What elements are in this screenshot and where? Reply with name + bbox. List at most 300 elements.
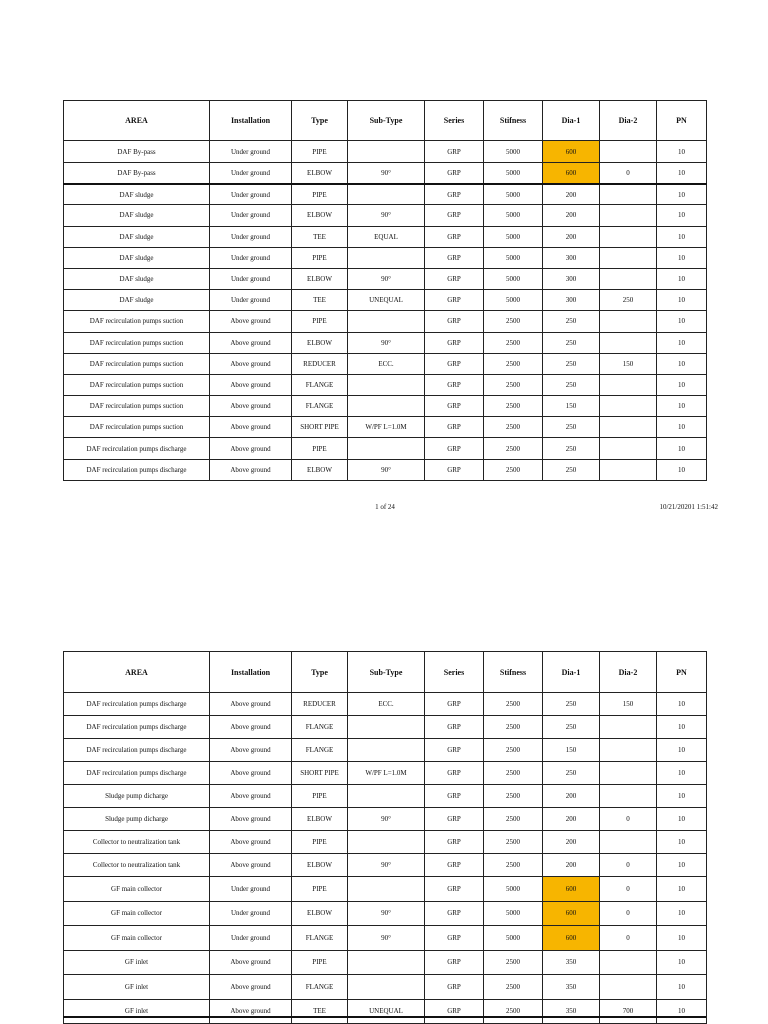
pn-cell: 10 [657,290,707,311]
installation-cell: Under ground [210,226,292,247]
subtype-cell: UNEQUAL [348,290,425,311]
installation-cell: Above ground [210,438,292,459]
dia2-cell [600,762,657,785]
area-cell: DAF recirculation pumps suction [64,417,210,438]
dia2-cell: 700 [600,999,657,1024]
series-cell: GRP [425,268,484,289]
type-cell: PIPE [292,785,348,808]
subtype-cell: 90° [348,205,425,226]
stiffness-cell: 2500 [484,808,543,831]
dia2-cell: 150 [600,353,657,374]
type-cell: SHORT PIPE [292,417,348,438]
column-header-series: Series [425,101,484,141]
type-cell: PIPE [292,831,348,854]
dia2-cell [600,438,657,459]
column-header-stiffness: Stifness [484,101,543,141]
stiffness-cell: 2500 [484,693,543,716]
stiffness-cell: 5000 [484,901,543,926]
area-cell: DAF sludge [64,290,210,311]
table-row [64,396,707,417]
column-header-area: AREA [64,101,210,141]
dia1-cell: 250 [543,762,600,785]
table-row [64,950,707,975]
table-row [64,716,707,739]
type-cell: TEE [292,999,348,1024]
stiffness-cell: 5000 [484,268,543,289]
dia1-cell: 250 [543,353,600,374]
dia1-cell: 250 [543,459,600,480]
table-row [64,290,707,311]
column-header-stiffness: Stifness [484,652,543,693]
subtype-cell: 90° [348,268,425,289]
dia1-cell: 600 [543,141,600,163]
column-header-installation: Installation [210,101,292,141]
subtype-cell [348,831,425,854]
dia1-cell: 300 [543,247,600,268]
type-cell: ELBOW [292,268,348,289]
stiffness-cell: 5000 [484,141,543,163]
area-cell: GF main collector [64,926,210,951]
subtype-cell [348,877,425,902]
pipe-schedule-table-page-2 [63,651,707,1024]
pn-cell: 10 [657,831,707,854]
type-cell: REDUCER [292,693,348,716]
dia1-cell: 250 [543,438,600,459]
area-cell: GF inlet [64,975,210,1000]
subtype-cell: W/PF L=1.0M [348,762,425,785]
area-cell: DAF recirculation pumps suction [64,311,210,332]
series-cell: GRP [425,247,484,268]
stiffness-cell: 2500 [484,332,543,353]
series-cell: GRP [425,739,484,762]
pn-cell: 10 [657,808,707,831]
type-cell: ELBOW [292,901,348,926]
series-cell: GRP [425,716,484,739]
dia2-cell [600,950,657,975]
stiffness-cell: 2500 [484,396,543,417]
dia1-cell: 600 [543,926,600,951]
column-header-pn: PN [657,101,707,141]
table-row [64,831,707,854]
subtype-cell [348,975,425,1000]
stiffness-cell: 5000 [484,247,543,268]
installation-cell: Above ground [210,459,292,480]
column-header-dia1: Dia-1 [543,652,600,693]
pn-cell: 10 [657,374,707,395]
dia2-cell [600,141,657,163]
dia1-cell: 600 [543,877,600,902]
installation-cell: Above ground [210,374,292,395]
subtype-cell [348,396,425,417]
area-cell: DAF recirculation pumps suction [64,374,210,395]
page-number: 1 of 24 [375,503,395,511]
dia2-cell [600,226,657,247]
pn-cell: 10 [657,247,707,268]
series-cell: GRP [425,163,484,184]
series-cell: GRP [425,808,484,831]
pn-cell: 10 [657,716,707,739]
subtype-cell: 90° [348,163,425,184]
type-cell: FLANGE [292,926,348,951]
dia2-cell [600,268,657,289]
area-cell: DAF sludge [64,268,210,289]
dia1-cell: 250 [543,374,600,395]
subtype-cell [348,184,425,205]
type-cell: TEE [292,290,348,311]
dia2-cell [600,184,657,205]
dia2-cell: 0 [600,854,657,877]
pn-cell: 10 [657,438,707,459]
dia1-cell: 150 [543,396,600,417]
table-row [64,184,707,205]
subtype-cell [348,950,425,975]
installation-cell: Above ground [210,831,292,854]
series-cell: GRP [425,226,484,247]
pn-cell: 10 [657,163,707,184]
stiffness-cell: 2500 [484,353,543,374]
subtype-cell [348,739,425,762]
column-header-type: Type [292,101,348,141]
stiffness-cell: 2500 [484,975,543,1000]
column-header-type: Type [292,652,348,693]
type-cell: ELBOW [292,854,348,877]
area-cell: GF main collector [64,901,210,926]
subtype-cell: 90° [348,332,425,353]
pn-cell: 10 [657,926,707,951]
column-header-subtype: Sub-Type [348,101,425,141]
series-cell: GRP [425,831,484,854]
installation-cell: Above ground [210,396,292,417]
dia2-cell [600,205,657,226]
subtype-cell [348,141,425,163]
table-row [64,374,707,395]
stiffness-cell: 2500 [484,854,543,877]
dia1-cell: 200 [543,831,600,854]
dia2-cell [600,417,657,438]
pn-cell: 10 [657,141,707,163]
type-cell: TEE [292,226,348,247]
pn-cell: 10 [657,877,707,902]
dia2-cell: 0 [600,877,657,902]
series-cell: GRP [425,353,484,374]
installation-cell: Above ground [210,950,292,975]
installation-cell: Above ground [210,716,292,739]
stiffness-cell: 2500 [484,999,543,1024]
subtype-cell: ECC. [348,353,425,374]
dia2-cell: 0 [600,901,657,926]
table-row [64,268,707,289]
dia1-cell: 200 [543,785,600,808]
pn-cell: 10 [657,785,707,808]
installation-cell: Above ground [210,808,292,831]
column-header-dia2: Dia-2 [600,101,657,141]
type-cell: PIPE [292,950,348,975]
stiffness-cell: 2500 [484,417,543,438]
series-cell: GRP [425,184,484,205]
installation-cell: Above ground [210,762,292,785]
dia1-cell: 350 [543,950,600,975]
type-cell: ELBOW [292,163,348,184]
series-cell: GRP [425,205,484,226]
area-cell: DAF recirculation pumps discharge [64,739,210,762]
installation-cell: Under ground [210,901,292,926]
area-cell: DAF sludge [64,247,210,268]
table-row [64,332,707,353]
pn-cell: 10 [657,999,707,1024]
area-cell: GF main collector [64,877,210,902]
dia2-cell: 250 [600,290,657,311]
subtype-cell [348,438,425,459]
table-row [64,311,707,332]
dia1-cell: 600 [543,163,600,184]
pn-cell: 10 [657,184,707,205]
subtype-cell: 90° [348,854,425,877]
subtype-cell [348,311,425,332]
stiffness-cell: 2500 [484,831,543,854]
dia2-cell [600,247,657,268]
area-cell: Sludge pump dicharge [64,808,210,831]
stiffness-cell: 5000 [484,926,543,951]
dia1-cell: 200 [543,205,600,226]
area-cell: Sludge pump dicharge [64,785,210,808]
dia1-cell: 200 [543,808,600,831]
series-cell: GRP [425,877,484,902]
installation-cell: Under ground [210,290,292,311]
dia2-cell: 0 [600,808,657,831]
table-row [64,877,707,902]
column-header-subtype: Sub-Type [348,652,425,693]
subtype-cell: 90° [348,808,425,831]
installation-cell: Above ground [210,311,292,332]
type-cell: PIPE [292,877,348,902]
area-cell: DAF recirculation pumps discharge [64,716,210,739]
table-header-row [64,101,707,141]
subtype-cell: 90° [348,459,425,480]
area-cell: DAF recirculation pumps discharge [64,438,210,459]
dia1-cell: 300 [543,268,600,289]
installation-cell: Above ground [210,353,292,374]
series-cell: GRP [425,311,484,332]
subtype-cell: 90° [348,901,425,926]
stiffness-cell: 2500 [484,739,543,762]
type-cell: FLANGE [292,739,348,762]
pn-cell: 10 [657,459,707,480]
area-cell: DAF sludge [64,226,210,247]
series-cell: GRP [425,693,484,716]
series-cell: GRP [425,459,484,480]
installation-cell: Above ground [210,417,292,438]
stiffness-cell: 2500 [484,374,543,395]
table-row [64,438,707,459]
dia2-cell [600,975,657,1000]
dia1-cell: 250 [543,417,600,438]
table-row [64,141,707,163]
installation-cell: Above ground [210,975,292,1000]
series-cell: GRP [425,785,484,808]
dia1-cell: 200 [543,184,600,205]
table-row [64,975,707,1000]
type-cell: FLANGE [292,716,348,739]
type-cell: PIPE [292,184,348,205]
stiffness-cell: 2500 [484,716,543,739]
type-cell: REDUCER [292,353,348,374]
type-cell: ELBOW [292,205,348,226]
series-cell: GRP [425,926,484,951]
dia2-cell [600,739,657,762]
dia2-cell [600,785,657,808]
table-row [64,417,707,438]
dia1-cell: 350 [543,999,600,1024]
subtype-cell [348,374,425,395]
table-row [64,163,707,184]
page-bottom-rule [63,1016,706,1018]
type-cell: FLANGE [292,374,348,395]
installation-cell: Above ground [210,999,292,1024]
stiffness-cell: 5000 [484,184,543,205]
area-cell: Collector to neutralization tank [64,831,210,854]
table-row [64,854,707,877]
installation-cell: Above ground [210,785,292,808]
area-cell: GF inlet [64,999,210,1024]
subtype-cell: ECC. [348,693,425,716]
dia2-cell: 0 [600,163,657,184]
stiffness-cell: 5000 [484,205,543,226]
area-cell: DAF recirculation pumps discharge [64,459,210,480]
dia2-cell [600,716,657,739]
type-cell: PIPE [292,311,348,332]
installation-cell: Under ground [210,163,292,184]
dia2-cell: 0 [600,926,657,951]
pn-cell: 10 [657,975,707,1000]
subtype-cell [348,785,425,808]
type-cell: PIPE [292,247,348,268]
dia1-cell: 350 [543,975,600,1000]
series-cell: GRP [425,438,484,459]
stiffness-cell: 5000 [484,877,543,902]
table-header-row [64,652,707,693]
series-cell: GRP [425,999,484,1024]
installation-cell: Above ground [210,693,292,716]
area-cell: GF inlet [64,950,210,975]
table-row [64,785,707,808]
series-cell: GRP [425,417,484,438]
dia1-cell: 150 [543,739,600,762]
dia2-cell [600,459,657,480]
area-cell: DAF sludge [64,205,210,226]
pn-cell: 10 [657,950,707,975]
pn-cell: 10 [657,901,707,926]
print-timestamp: 10/21/20201 1:51:42 [659,503,718,511]
series-cell: GRP [425,141,484,163]
installation-cell: Above ground [210,332,292,353]
pn-cell: 10 [657,396,707,417]
column-header-pn: PN [657,652,707,693]
type-cell: ELBOW [292,808,348,831]
series-cell: GRP [425,901,484,926]
table-row [64,999,707,1024]
stiffness-cell: 5000 [484,226,543,247]
dia2-cell [600,831,657,854]
type-cell: FLANGE [292,396,348,417]
area-cell: DAF recirculation pumps discharge [64,762,210,785]
stiffness-cell: 2500 [484,459,543,480]
dia1-cell: 250 [543,716,600,739]
pn-cell: 10 [657,205,707,226]
dia2-cell [600,396,657,417]
pn-cell: 10 [657,854,707,877]
type-cell: FLANGE [292,975,348,1000]
dia1-cell: 200 [543,854,600,877]
type-cell: ELBOW [292,332,348,353]
stiffness-cell: 2500 [484,762,543,785]
installation-cell: Above ground [210,854,292,877]
column-header-area: AREA [64,652,210,693]
series-cell: GRP [425,854,484,877]
dia1-cell: 250 [543,311,600,332]
pn-cell: 10 [657,332,707,353]
table-row [64,205,707,226]
pn-cell: 10 [657,226,707,247]
subtype-cell [348,716,425,739]
series-cell: GRP [425,332,484,353]
column-header-series: Series [425,652,484,693]
table-row [64,693,707,716]
subtype-cell: 90° [348,926,425,951]
installation-cell: Under ground [210,205,292,226]
subtype-cell: W/PF L=1.0M [348,417,425,438]
pn-cell: 10 [657,268,707,289]
installation-cell: Above ground [210,739,292,762]
column-header-installation: Installation [210,652,292,693]
dia1-cell: 250 [543,693,600,716]
installation-cell: Under ground [210,926,292,951]
area-cell: DAF sludge [64,184,210,205]
area-cell: DAF recirculation pumps discharge [64,693,210,716]
series-cell: GRP [425,762,484,785]
dia2-cell [600,374,657,395]
stiffness-cell: 2500 [484,311,543,332]
dia1-cell: 200 [543,226,600,247]
pn-cell: 10 [657,762,707,785]
type-cell: SHORT PIPE [292,762,348,785]
area-cell: DAF recirculation pumps suction [64,353,210,374]
area-cell: Collector to neutralization tank [64,854,210,877]
column-header-dia2: Dia-2 [600,652,657,693]
pn-cell: 10 [657,353,707,374]
pipe-schedule-table-page-1 [63,100,707,481]
type-cell: ELBOW [292,459,348,480]
type-cell: PIPE [292,141,348,163]
table-row [64,901,707,926]
dia2-cell: 150 [600,693,657,716]
series-cell: GRP [425,396,484,417]
pn-cell: 10 [657,739,707,762]
pn-cell: 10 [657,417,707,438]
stiffness-cell: 5000 [484,163,543,184]
subtype-cell: UNEQUAL [348,999,425,1024]
dia1-cell: 250 [543,332,600,353]
installation-cell: Under ground [210,141,292,163]
table-row [64,353,707,374]
area-cell: DAF recirculation pumps suction [64,396,210,417]
pn-cell: 10 [657,693,707,716]
table-row [64,739,707,762]
table-row [64,459,707,480]
series-cell: GRP [425,975,484,1000]
area-cell: DAF recirculation pumps suction [64,332,210,353]
installation-cell: Under ground [210,247,292,268]
installation-cell: Under ground [210,184,292,205]
